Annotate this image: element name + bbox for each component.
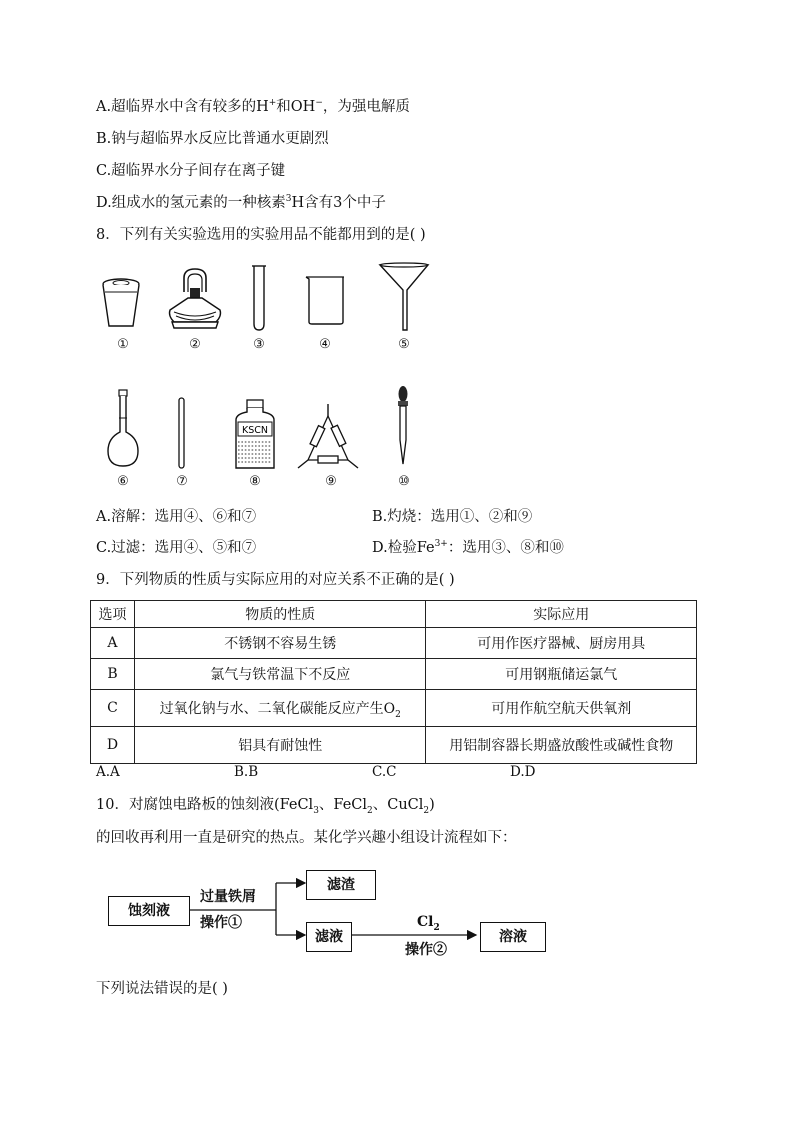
q7-a-sup1: + bbox=[268, 98, 277, 109]
flow-reagent-iron: 过量铁屑 bbox=[200, 889, 256, 905]
q7-d-end: H含有3个中子 bbox=[291, 195, 386, 211]
q8-d-sup: 3+ bbox=[434, 539, 448, 550]
q7-option-d bbox=[96, 193, 386, 213]
funnel-icon bbox=[378, 262, 430, 334]
q7-a-end: ，为强电解质 bbox=[322, 99, 410, 115]
q9-answer-c: C.C bbox=[372, 764, 397, 780]
q8-d-text: D.检验Fe bbox=[372, 540, 435, 556]
q8-option-c: C.过滤：选用④、⑤和⑦ bbox=[96, 540, 257, 556]
q9-answer-b: B.B bbox=[234, 764, 259, 780]
q8-option-b: B.灼烧：选用①、②和⑨ bbox=[372, 509, 533, 525]
label-10: ⑩ bbox=[398, 474, 410, 489]
alcohol-lamp-icon bbox=[166, 266, 224, 334]
label-3: ③ bbox=[253, 337, 265, 352]
flow-operation-2: 操作② bbox=[405, 942, 447, 958]
flow-reagent-cl2 bbox=[417, 914, 440, 933]
q7-a-text: A.超临界水中含有较多的H bbox=[96, 99, 269, 115]
q8-option-d bbox=[372, 538, 564, 558]
label-2: ② bbox=[189, 337, 201, 352]
q10-stem-pre: 10．对腐蚀电路板的蚀刻液(FeCl bbox=[96, 797, 314, 813]
clay-triangle-icon bbox=[296, 402, 360, 472]
flow-operation-1: 操作① bbox=[200, 915, 242, 931]
q10-stem-sub2: 2 bbox=[367, 805, 373, 816]
q8-option-a: A.溶解：选用④、⑥和⑦ bbox=[96, 509, 257, 525]
q9-table bbox=[90, 600, 697, 764]
q10-question: 下列说法错误的是( ) bbox=[96, 981, 228, 997]
row-application: 用铝制容器长期盛放酸性或碱性食物 bbox=[426, 727, 697, 764]
q7-option-b: B.钠与超临界水反应比普通水更剧烈 bbox=[96, 131, 329, 147]
q10-stem-mid1: 、FeCl bbox=[318, 797, 368, 813]
row-option: A bbox=[91, 628, 135, 659]
flow-node-etchant: 蚀刻液 bbox=[108, 896, 190, 926]
header-application: 实际应用 bbox=[426, 601, 697, 628]
q7-d-text: D.组成水的氢元素的一种核素 bbox=[96, 195, 286, 211]
volumetric-flask-icon bbox=[104, 388, 142, 470]
q10-stem-mid2: 、CuCl bbox=[372, 797, 424, 813]
row-property bbox=[134, 690, 426, 727]
q7-d-sup: 3 bbox=[285, 194, 292, 205]
table-row bbox=[91, 690, 697, 727]
q7-a-mid: 和OH bbox=[276, 99, 316, 115]
flow-node-solution: 溶液 bbox=[480, 922, 546, 952]
row-property: 铝具有耐蚀性 bbox=[134, 727, 426, 764]
flow-cl-sub: 2 bbox=[433, 922, 440, 933]
flow-node-residue: 滤渣 bbox=[306, 870, 376, 900]
q9-stem: 9．下列物质的性质与实际应用的对应关系不正确的是( ) bbox=[96, 572, 455, 588]
q10-stem-line2: 的回收再利用一直是研究的热点。某化学兴趣小组设计流程如下： bbox=[96, 830, 517, 846]
crucible-icon bbox=[100, 276, 142, 332]
q7-a-sup2: − bbox=[315, 98, 323, 109]
label-1: ① bbox=[117, 337, 129, 352]
row-application: 可用钢瓶储运氯气 bbox=[426, 659, 697, 690]
reagent-label: KSCN bbox=[242, 425, 268, 436]
row-option: D bbox=[91, 727, 135, 764]
test-tube-icon bbox=[249, 264, 269, 334]
table-row bbox=[91, 659, 697, 690]
label-8: ⑧ bbox=[249, 474, 261, 489]
row-property: 不锈钢不容易生锈 bbox=[134, 628, 426, 659]
q7-option-a bbox=[96, 97, 410, 117]
label-9: ⑨ bbox=[325, 474, 337, 489]
dropper-icon bbox=[395, 384, 411, 466]
row-property-sub: 2 bbox=[395, 709, 401, 720]
table-header-row bbox=[91, 601, 697, 628]
table-row bbox=[91, 727, 697, 764]
reagent-bottle-icon bbox=[233, 398, 277, 470]
row-application: 可用作医疗器械、厨房用具 bbox=[426, 628, 697, 659]
label-5: ⑤ bbox=[398, 337, 410, 352]
table-row bbox=[91, 628, 697, 659]
flow-cl-text: Cl bbox=[417, 914, 434, 930]
label-7: ⑦ bbox=[176, 474, 188, 489]
q9-answer-a: A.A bbox=[96, 764, 120, 780]
row-option: B bbox=[91, 659, 135, 690]
flow-node-filtrate: 滤液 bbox=[306, 922, 352, 952]
q10-stem-sub1: 3 bbox=[313, 805, 319, 816]
q10-stem bbox=[96, 795, 435, 815]
label-6: ⑥ bbox=[117, 474, 129, 489]
glass-rod-icon bbox=[176, 396, 188, 470]
row-option: C bbox=[91, 690, 135, 727]
header-property: 物质的性质 bbox=[134, 601, 426, 628]
row-application: 可用作航空航天供氧剂 bbox=[426, 690, 697, 727]
row-property: 氯气与铁常温下不反应 bbox=[134, 659, 426, 690]
q7-option-c: C.超临界水分子间存在离子键 bbox=[96, 163, 286, 179]
beaker-icon bbox=[303, 274, 347, 328]
q8-d-end: ：选用③、⑧和⑩ bbox=[447, 540, 564, 556]
q9-answer-d: D.D bbox=[510, 764, 536, 780]
q10-stem-end: ) bbox=[429, 797, 435, 813]
row-property-text: 过氧化钠与水、二氧化碳能反应产生O bbox=[159, 701, 396, 717]
label-4: ④ bbox=[319, 337, 331, 352]
q10-stem-sub3: 2 bbox=[423, 805, 430, 816]
header-option: 选项 bbox=[91, 601, 135, 628]
q8-stem: 8．下列有关实验选用的实验用品不能都用到的是( ) bbox=[96, 227, 426, 243]
